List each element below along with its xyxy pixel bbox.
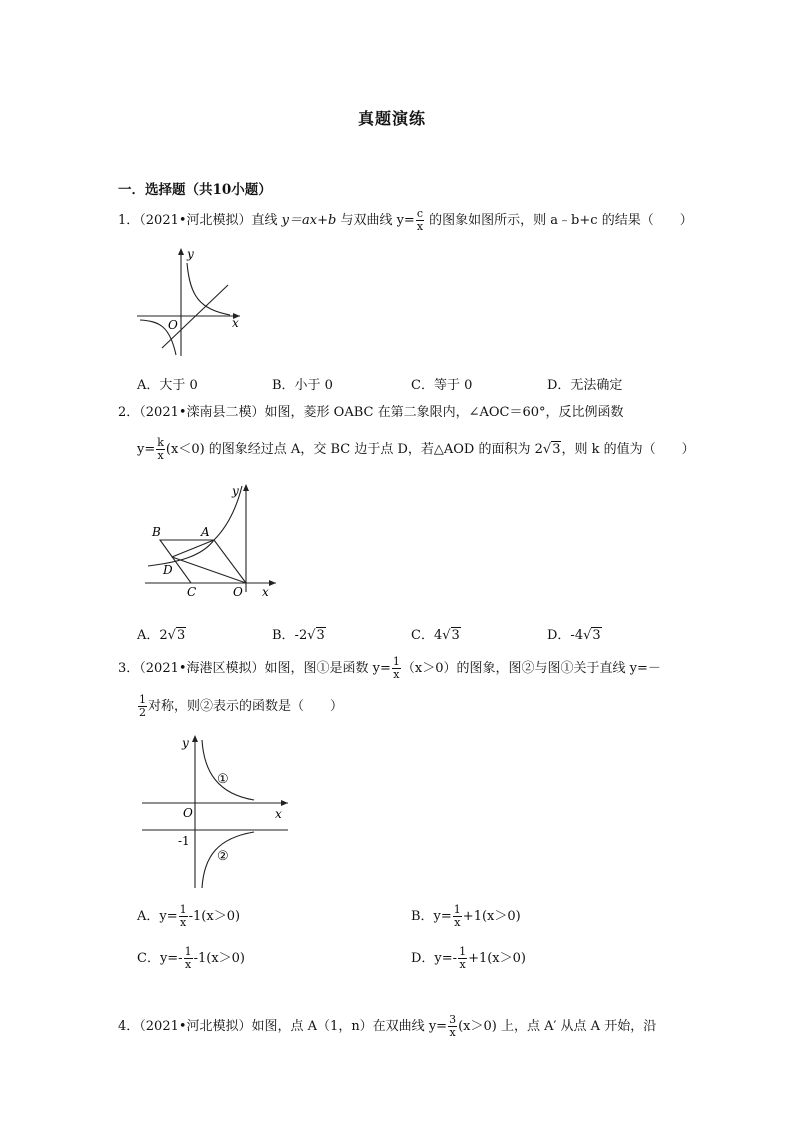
q3-graph-2-label: ② xyxy=(217,849,229,864)
q3-graph-1-label: ① xyxy=(217,772,229,787)
section-heading: 一．选择题（共10小题） xyxy=(118,182,272,198)
q2-point-c-label: C xyxy=(187,585,197,599)
q2-point-a-label: A xyxy=(201,525,210,539)
question-3-line-1: 3．（2021•海港区模拟）如图，图①是函数 y= $\frac{1}{x}$ （x＞0）的图象，图②与图①关于直线 y=－ xyxy=(118,655,661,681)
q2-option-d[interactable]: D．-4√3 xyxy=(547,628,601,643)
q2-axis-y-label: y xyxy=(232,484,239,498)
q3-option-b[interactable]: B．y= $\frac{1}{x}$ +1(x＞0) xyxy=(411,903,521,929)
q1-option-b[interactable]: B．小于 0 xyxy=(272,378,333,393)
q2-option-b[interactable]: B．-2√3 xyxy=(272,628,325,643)
q1-option-c[interactable]: C．等于 0 xyxy=(411,378,473,393)
q1-option-d[interactable]: D．无法确定 xyxy=(547,378,623,393)
q1-origin-label: O xyxy=(168,318,178,332)
q2-option-c[interactable]: C．4√3 xyxy=(411,628,460,643)
q3-minus-one-label: -1 xyxy=(178,834,190,848)
q3-origin-label: O xyxy=(183,806,193,820)
question-1-figure xyxy=(132,245,252,363)
q1-axis-x-label: x xyxy=(232,316,239,330)
q1-option-a[interactable]: A．大于 0 xyxy=(137,378,198,393)
q2-option-a[interactable]: A．2√3 xyxy=(137,628,186,643)
q2-point-b-label: B xyxy=(152,525,161,539)
q3-option-c[interactable]: C．y=- $\frac{1}{x}$ -1(x＞0) xyxy=(137,945,245,971)
question-4-text: 4．（2021•河北模拟）如图，点 A（1，n）在双曲线 y= $\frac{3}{x}$ (x＞0) 上，点 A′ 从点 A 开始，沿 xyxy=(118,1013,657,1039)
q1-axis-y-label: y xyxy=(187,247,194,261)
q3-axis-y-label: y xyxy=(182,736,189,750)
q2-origin-label: O xyxy=(233,585,243,599)
q3-option-a[interactable]: A．y= $\frac{1}{x}$ -1(x＞0) xyxy=(137,903,241,929)
q2-point-d-label: D xyxy=(163,563,173,577)
question-2-line-2: y= $\frac{k}{x}$ (x＜0) 的图象经过点 A，交 BC 边于点 D，若△AOD 的面积为 2√3，则 k 的值为（ ） xyxy=(137,436,695,462)
question-3-figure xyxy=(138,732,298,892)
question-1-text: 1．（2021•河北模拟）直线 y＝ax+b 与双曲线 y= $\frac{c}{x}$ 的图象如图所示，则 a﹣b+c 的结果（ ） xyxy=(118,207,693,233)
q2-axis-x-label: x xyxy=(262,585,269,599)
q3-axis-x-label: x xyxy=(275,807,282,821)
q3-option-d[interactable]: D．y=- $\frac{1}{x}$ +1(x＞0) xyxy=(411,945,526,971)
question-3-line-2: $\frac{1}{2}$ 对称，则②表示的函数是（ ） xyxy=(139,693,344,719)
question-2-line-1: 2．（2021•滦南县二模）如图，菱形 OABC 在第二象限内，∠AOC＝60°，反比例函数 xyxy=(118,405,624,420)
question-2-figure xyxy=(140,480,280,600)
page-title: 真题演练 xyxy=(358,109,427,128)
